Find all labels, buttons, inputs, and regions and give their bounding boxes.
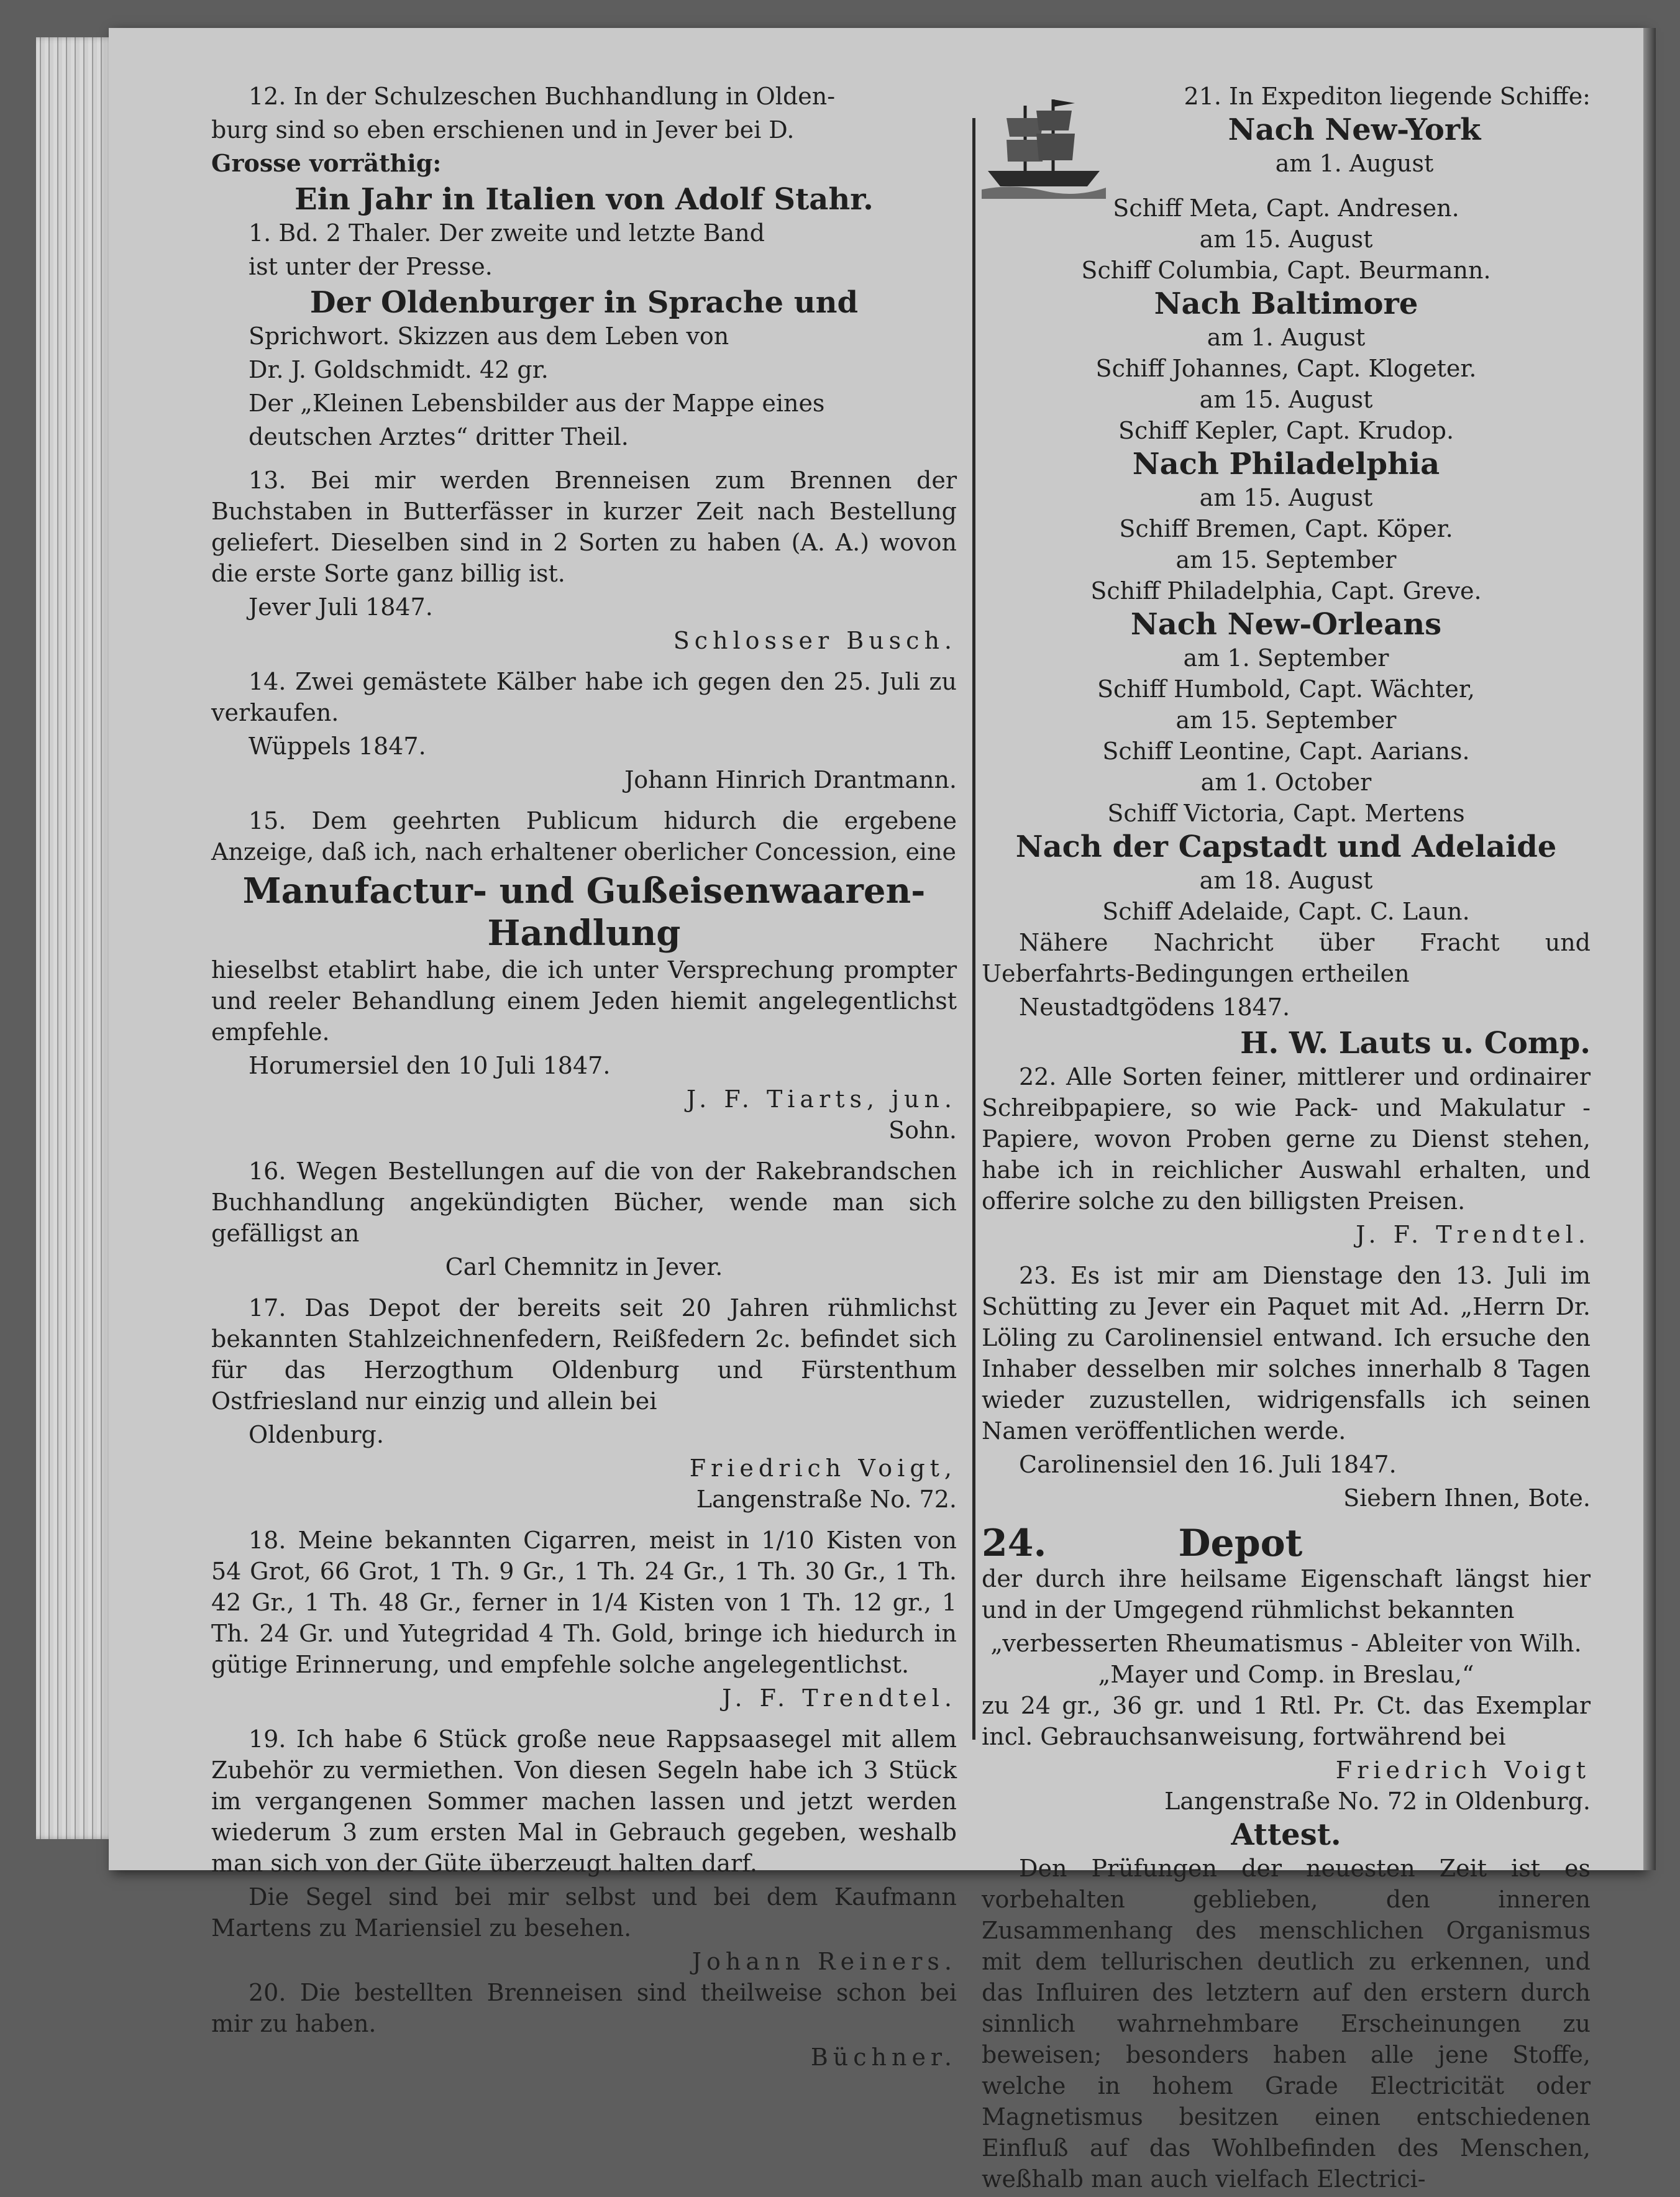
- date-10: am 18. August: [1199, 867, 1373, 894]
- ad-24-title: Depot: [1178, 1522, 1303, 1565]
- date-7: am 1. September: [1183, 644, 1389, 672]
- ad-14-signature: Johann Hinrich Drantmann.: [624, 766, 957, 793]
- ad-24-price: zu 24 gr., 36 gr. und 1 Rtl. Pr. Ct. das Exemplar incl. Gebrauchsanweisung, fortwährend bei: [982, 1692, 1591, 1750]
- ad-21-place: Neustadtgödens 1847.: [1019, 993, 1290, 1021]
- ad-21-heading: 21. In Expediton liegende Schiffe:: [1184, 83, 1591, 110]
- ad-24-address: Langenstraße No. 72 in Oldenburg.: [1164, 1788, 1591, 1815]
- ad-12-line5: ist unter der Presse.: [249, 253, 493, 280]
- ad-17-address: Langenstraße No. 72.: [696, 1486, 957, 1513]
- dest-baltimore: Nach Baltimore: [1154, 286, 1418, 321]
- ship-4: Schiff Kepler, Capt. Krudop.: [1118, 417, 1454, 444]
- ship-5: Schiff Bremen, Capt. Köper.: [1119, 515, 1453, 542]
- ad-12-line4: 1. Bd. 2 Thaler. Der zweite und letzte Band: [249, 219, 765, 247]
- dest-new-orleans: Nach New-Orleans: [1130, 607, 1442, 642]
- right-column: [982, 81, 1591, 2197]
- ship-8: Schiff Leontine, Capt. Aarians.: [1102, 738, 1470, 765]
- ad-24-heading: [982, 1523, 1591, 1563]
- ad-22-signature: J. F. Trendtel.: [1356, 1221, 1591, 1248]
- left-column: [211, 81, 957, 2073]
- ship-10: Schiff Adelaide, Capt. C. Laun.: [1102, 898, 1470, 925]
- attest-text: Den Prüfungen der neuesten Zeit ist es vorbehalten geblieben, den inneren Zusammenhang des menschlichen Organismus mit dem tellurischen deutlich zu erkennen, und das Influiren des letztern auf den erstern durch sinnlich wahrnehmbare Erscheinungen zu beweisen; besonders haben alle jene Stoffe, welche in hohem Grade Electricität oder Magnetismus besitzen einen entschiedenen Einfluß auf das Wohlbefinden des Menschen, weßhalb man auch vielfach Electrici-: [982, 1855, 1591, 2193]
- dest-new-york: Nach New-York: [1228, 112, 1481, 147]
- column-rule: [972, 118, 975, 1740]
- ad-15-title2: Handlung: [487, 913, 681, 954]
- ad-15-place: Horumersiel den 10 Juli 1847.: [249, 1052, 611, 1079]
- ad-17-signature: Friedrich Voigt,: [689, 1455, 957, 1482]
- ad-12-line8: Der „Kleinen Lebensbilder aus der Mappe eines: [249, 390, 825, 417]
- date-1: am 1. August: [1275, 150, 1434, 177]
- dest-philadelphia: Nach Philadelphia: [1132, 447, 1440, 482]
- ad-15-title1: Manufactur- und Gußeisenwaaren-: [242, 870, 926, 911]
- ad-12-line9: deutschen Arztes“ dritter Theil.: [249, 423, 629, 450]
- ad-19-text: 19. Ich habe 6 Stück große neue Rappsaasegel mit allem Zubehör zu vermiethen. Von diesen Segeln habe ich 3 Stück im vergangenen Sommer machen lassen und jetzt werden wiederum 3 zum ersten Mal in Gebrauch gegeben, weshalb man sich von der Güte überzeugt halten darf.: [211, 1725, 957, 1877]
- ad-24-maker: „Mayer und Comp. in Breslau,“: [1098, 1661, 1474, 1688]
- ad-17-text: 17. Das Depot der bereits seit 20 Jahren rühmlichst bekannten Stahlzeichnenfedern, Reißfedern 2c. befindet sich für das Herzogthum Oldenburg und Fürstenthum Ostfriesland nur einzig und allein bei: [211, 1294, 957, 1415]
- ship-3: Schiff Johannes, Capt. Klogeter.: [1095, 355, 1477, 382]
- ship-6: Schiff Philadelphia, Capt. Greve.: [1090, 577, 1482, 605]
- ship-9: Schiff Victoria, Capt. Mertens: [1107, 800, 1465, 827]
- ad-24-text: der durch ihre heilsame Eigenschaft längst hier und in der Umgegend rühmlichst bekannten: [982, 1565, 1591, 1624]
- ad-16-text: 16. Wegen Bestellungen auf die von der Rakebrandschen Buchhandlung angekündigten Bücher, wende man sich gefälligst an: [211, 1158, 957, 1247]
- ship-1: Schiff Meta, Capt. Andresen.: [1113, 194, 1459, 222]
- dest-capstadt-adelaide: Nach der Capstadt und Adelaide: [1015, 829, 1557, 864]
- ad-14-place: Wüppels 1847.: [249, 733, 426, 760]
- ad-23-signature: Siebern Ihnen, Bote.: [1343, 1484, 1591, 1512]
- ad-22-text: 22. Alle Sorten feiner, mittlerer und ordinairer Schreibpapiere, so wie Pack- und Makulatur - Papiere, wovon Proben gerne zu Dienst stehen, habe ich in reichlicher Auswahl erhalten, und offerire solche zu den billigsten Preisen.: [982, 1063, 1591, 1215]
- ad-12-line3: Grosse vorräthig:: [211, 149, 442, 177]
- ship-7: Schiff Humbold, Capt. Wächter,: [1097, 675, 1475, 703]
- date-2: am 15. August: [1199, 226, 1373, 253]
- ad-16-signature: Carl Chemnitz in Jever.: [445, 1253, 723, 1281]
- date-3: am 1. August: [1207, 324, 1366, 351]
- book-page-edges: [36, 37, 120, 1839]
- ad-12-line1: 12. In der Schulzeschen Buchhandlung in Olden-: [249, 83, 836, 110]
- attest-title: Attest.: [1231, 1817, 1341, 1852]
- ad-17-place: Oldenburg.: [249, 1421, 384, 1448]
- ad-14-text: 14. Zwei gemästete Kälber habe ich gegen den 25. Juli zu verkaufen.: [211, 668, 957, 726]
- ad-24-signature: Friedrich Voigt: [1335, 1756, 1591, 1784]
- date-5: am 15. August: [1199, 484, 1373, 511]
- date-9: am 1. October: [1200, 769, 1372, 796]
- ad-19-signature: Johann Reiners.: [692, 1948, 957, 1975]
- ad-23-place: Carolinensiel den 16. Juli 1847.: [1019, 1451, 1397, 1478]
- ad-13-place: Jever Juli 1847.: [249, 593, 433, 621]
- ad-12-line6: Sprichwort. Skizzen aus dem Leben von: [249, 322, 729, 350]
- ad-15-text2: hieselbst etablirt habe, die ich unter Versprechung prompter und reeler Behandlung einem Jeden hiemit angelegentlichst empfehle.: [211, 956, 957, 1046]
- ad-15-text: 15. Dem geehrten Publicum hidurch die ergebene Anzeige, daß ich, nach erhaltener oberlicher Concession, eine: [211, 807, 957, 866]
- ad-15-signature2: Sohn.: [888, 1117, 957, 1144]
- ad-12-book-title2: Der Oldenburger in Sprache und: [309, 285, 859, 320]
- ad-19-text2: Die Segel sind bei mir selbst und bei dem Kaufmann Martens zu Mariensiel zu besehen.: [211, 1883, 957, 1942]
- ship-2: Schiff Columbia, Capt. Beurmann.: [1081, 257, 1491, 284]
- ad-12-line7: Dr. J. Goldschmidt. 42 gr.: [249, 356, 549, 383]
- ad-24-product: „verbesserten Rheumatismus - Ableiter von Wilh.: [990, 1630, 1582, 1657]
- ad-20-text: 20. Die bestellten Brenneisen sind theilweise schon bei mir zu haben.: [211, 1979, 957, 2037]
- ad-21-signature: H. W. Lauts u. Comp.: [1240, 1026, 1591, 1061]
- date-6: am 15. September: [1176, 546, 1397, 573]
- ad-24-number: 24.: [982, 1522, 1047, 1565]
- date-8: am 15. September: [1176, 706, 1397, 734]
- ad-13-text: 13. Bei mir werden Brenneisen zum Brennen der Buchstaben in Butterfässer in kurzer Zeit nach Bestellung geliefert. Dieselben sind in 2 Sorten zu haben (A. A.) wovon die erste Sorte ganz billig ist.: [211, 467, 957, 587]
- ad-23-text: 23. Es ist mir am Dienstage den 13. Juli im Schütting zu Jever ein Paquet mit Ad. „Herrn Dr. Löling zu Carolinensiel entwand. Ich ersuche den Inhaber desselben mir solches innerhalb 8 Tagen wieder zuzustellen, widrigensfalls ich seinen Namen veröffentlichen werde.: [982, 1262, 1591, 1445]
- ad-12-line2: burg sind so eben erschienen und in Jever bei D.: [211, 116, 795, 144]
- ad-12-book-title: Ein Jahr in Italien von Adolf Stahr.: [294, 182, 874, 217]
- ad-18-text: 18. Meine bekannten Cigarren, meist in 1/10 Kisten von 54 Grot, 66 Grot, 1 Th. 9 Gr., 1 Th. 24 Gr., 1 Th. 30 Gr., 1 Th. 42 Gr., 1 Th. 48 Gr., ferner in 1/4 Kisten von 1 Th. 12 gr., 1 Th. 24 Gr. und Yutegridad 4 Th. Gold, bringe ich hiedurch in gütige Erinnerung, und empfehle solche angelegentlichst.: [211, 1527, 957, 1678]
- ad-21-note: Nähere Nachricht über Fracht und Ueberfahrts-Bedingungen ertheilen: [982, 929, 1591, 987]
- ad-21-header: [982, 81, 1591, 193]
- ad-18-signature: J. F. Trendtel.: [722, 1684, 957, 1712]
- ad-20-signature: Büchner.: [810, 2044, 957, 2071]
- ship-icon: [982, 93, 1106, 199]
- ad-15-signature: J. F. Tiarts, jun.: [686, 1085, 957, 1113]
- ad-13-signature: Schlosser Busch.: [673, 627, 957, 654]
- date-4: am 15. August: [1199, 386, 1373, 413]
